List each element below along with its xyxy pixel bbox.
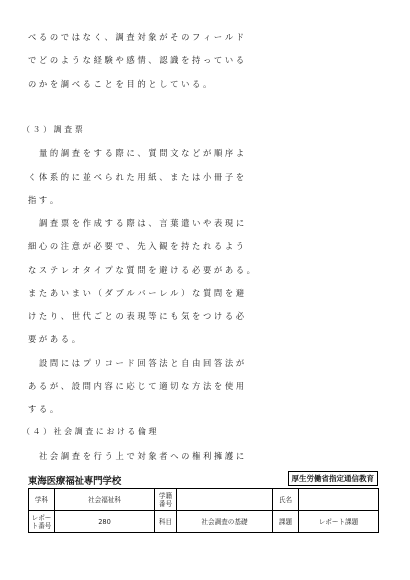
body-line: 要 が あ る 。 [28, 334, 81, 344]
student-id-value[interactable] [177, 489, 273, 511]
section-heading: （ ４ ） 社 会 調 査 に お け る 倫 理 [22, 427, 157, 436]
body-line: く 体 系 的 に 並 べ ら れ た 用 紙 、 ま た は 小 冊 子 を [28, 172, 245, 182]
section-heading: （ ３ ） 調 査 票 [22, 125, 83, 134]
body-line: な ス テ レ オ タ イ プ な 質 問 を 避 け る 必 要 が あ る 。 [28, 265, 255, 275]
body-line: す る 。 [28, 404, 59, 414]
body-line: あ る が 、 設 問 内 容 に 応 じ て 適 切 な 方 法 を 使 用 [28, 381, 245, 391]
subject-value[interactable]: 社会調査の基礎 [177, 511, 273, 533]
student-id-label: 学籍番号 [155, 489, 177, 511]
submission-form [28, 471, 378, 575]
school-name: 東海医療福祉専門学校 [28, 476, 122, 487]
body-line: で ど の よ う な 経 験 や 感 情 、 認 識 を 持 っ て い る [28, 55, 245, 65]
body-line: 調 査 票 を 作 成 す る 際 は 、 言 葉 遣 い や 表 現 に [39, 218, 245, 228]
student-info-table [28, 488, 379, 533]
topic-label: 課題 [273, 511, 299, 533]
body-line: 量 的 調 査 を す る 際 に 、 質 問 文 な ど が 順 序 よ [39, 148, 245, 158]
body-line: ま た あ い ま い （ ダ ブ ル バ ー レ ル ） な 質 問 を 避 [28, 288, 245, 298]
body-line: け た り 、 世 代 ご と の 表 現 等 に も 気 を つ け る 必 [28, 311, 245, 321]
report-number-label: レポート番号 [29, 511, 55, 533]
body-line: 社 会 調 査 を 行 う 上 で 対 象 者 へ の 権 利 擁 護 に [39, 451, 245, 461]
department-label: 学科 [29, 489, 55, 511]
report-number-value[interactable]: 280 [55, 511, 155, 533]
body-line: 指 す 。 [28, 195, 59, 205]
name-value[interactable] [299, 489, 379, 511]
name-label: 氏名 [273, 489, 299, 511]
subject-label: 科目 [155, 511, 177, 533]
topic-value[interactable]: レポート課題 [299, 511, 379, 533]
body-line: 設 問 に は プ リ コ ー ド 回 答 法 と 自 由 回 答 法 が [39, 358, 245, 368]
body-line: の か を 調 べ る こ と を 目 的 と し て い る 。 [28, 79, 212, 89]
department-value[interactable]: 社会福祉科 [55, 489, 155, 511]
body-line: 細 心 の 注 意 が 必 要 で 、 先 入 観 を 持 た れ る よ う [28, 241, 245, 251]
accreditation-badge: 厚生労働省指定通信教育 [288, 471, 379, 486]
body-line: べ る の で は な く 、 調 査 対 象 が そ の フ ィ ー ル ド [28, 32, 245, 42]
